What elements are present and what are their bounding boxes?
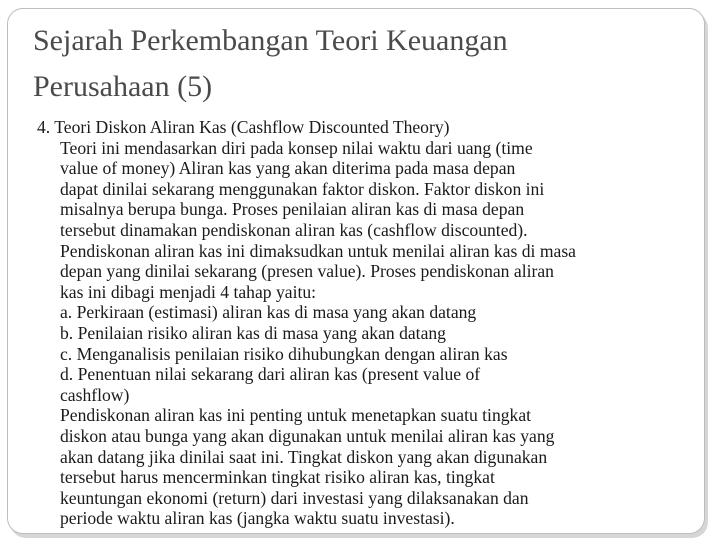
body-line: periode waktu aliran kas (jangka waktu suatu investasi).: [60, 508, 455, 529]
list-item-b: b. Penilaian risiko aliran kas di masa yang akan datang: [60, 322, 446, 343]
slide-title: [33, 18, 683, 110]
title-line: Perusahaan (5): [33, 70, 213, 103]
list-item-a: a. Perkiraan (estimasi) aliran kas di masa yang akan datang: [60, 302, 477, 323]
body-line: dapat dinilai sekarang menggunakan faktor diskon. Faktor diskon ini: [60, 178, 545, 199]
body-line: tersebut harus mencerminkan tingkat risiko aliran kas, tingkat: [60, 467, 495, 488]
body-line: keuntungan ekonomi (return) dari investasi yang dilaksanakan dan: [60, 487, 529, 508]
body-line: misalnya berupa bunga. Proses penilaian aliran kas di masa depan: [60, 199, 525, 220]
body-line: akan datang jika dinilai saat ini. Tingkat diskon yang akan digunakan: [60, 446, 548, 467]
body-line: Pendiskonan aliran kas ini penting untuk menetapkan suatu tingkat: [60, 405, 532, 426]
body-heading-line: 4. Teori Diskon Aliran Kas (Cashflow Discounted Theory): [37, 117, 450, 137]
body-line: tersebut dinamakan pendiskonan aliran kas (cashflow discounted).: [60, 219, 528, 240]
body-line: diskon atau bunga yang akan digunakan untuk menilai aliran kas yang: [60, 425, 555, 446]
list-item-d: d. Penentuan nilai sekarang dari aliran kas (present value of: [60, 364, 481, 385]
body-line: Teori ini mendasarkan diri pada konsep nilai waktu dari uang (time: [60, 137, 533, 158]
body-line: depan yang dinilai sekarang (presen value). Proses pendiskonan aliran: [60, 261, 554, 282]
slide-body: [37, 117, 685, 529]
list-item-c: c. Menganalisis penilaian risiko dihubungkan dengan aliran kas: [60, 343, 508, 364]
body-line: Pendiskonan aliran kas ini dimaksudkan untuk menilai aliran kas di masa: [60, 240, 576, 261]
body-line: kas ini dibagi menjadi 4 tahap yaitu:: [60, 281, 317, 302]
title-line: Sejarah Perkembangan Teori Keuangan: [33, 24, 508, 57]
body-line: cashflow): [60, 384, 130, 405]
body-line: value of money) Aliran kas yang akan diterima pada masa depan: [60, 158, 516, 179]
